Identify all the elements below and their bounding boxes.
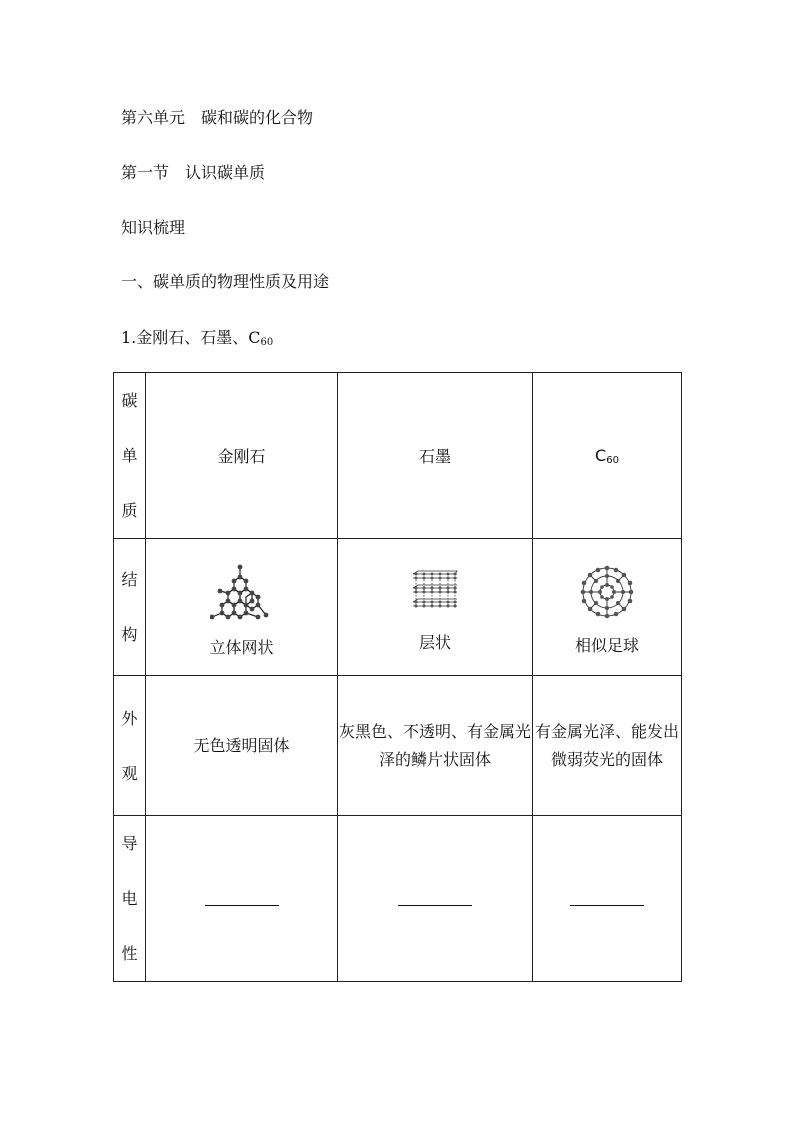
graphite-structure — [338, 539, 533, 676]
part-heading: 一、碳单质的物理性质及用途 — [121, 272, 330, 291]
diamond-appearance: 无色透明固体 — [146, 676, 338, 816]
graphite-conductivity-blank[interactable] — [338, 816, 533, 982]
answer-blank[interactable] — [398, 887, 472, 906]
table-row — [114, 373, 682, 539]
section-title: 第一节 认识碳单质 — [121, 163, 266, 182]
diamond-conductivity-blank[interactable] — [146, 816, 338, 982]
graphite-structure-label: 层状 — [418, 632, 451, 652]
c60-structure-label: 相似足球 — [574, 635, 639, 655]
row-header-allotrope: 碳 单 质 — [114, 373, 146, 539]
c60-appearance: 有金属光泽、能发出微弱荧光的固体 — [533, 676, 682, 816]
diamond-structure — [146, 539, 338, 676]
row-header-appearance: 外 观 — [114, 676, 146, 816]
diamond-name: 金刚石 — [146, 373, 338, 539]
unit-title: 第六单元 碳和碳的化合物 — [121, 108, 314, 127]
diamond-structure-label: 立体网状 — [209, 637, 274, 657]
c60-structure — [533, 539, 682, 676]
row-header-structure: 结 构 — [114, 539, 146, 676]
answer-blank[interactable] — [205, 887, 279, 906]
row-header-conductivity: 导 电 性 — [114, 816, 146, 982]
graphite-appearance: 灰黑色、不透明、有金属光泽的鳞片状固体 — [338, 676, 533, 816]
item-heading: 1.金刚石、石墨、$C_{60}$ — [121, 328, 274, 348]
graphite-name: 石墨 — [338, 373, 533, 539]
c60-structure-icon — [579, 565, 635, 619]
carbon-allotrope-table — [113, 372, 682, 982]
table-row — [114, 676, 682, 816]
answer-blank[interactable] — [570, 887, 644, 906]
graphite-structure-icon — [410, 568, 460, 616]
c60-name: $C_{60}$ — [533, 373, 682, 539]
diamond-structure-icon — [210, 563, 274, 621]
table-row — [114, 816, 682, 982]
c60-conductivity-blank[interactable] — [533, 816, 682, 982]
table-row — [114, 539, 682, 676]
knowledge-heading: 知识梳理 — [121, 218, 186, 237]
